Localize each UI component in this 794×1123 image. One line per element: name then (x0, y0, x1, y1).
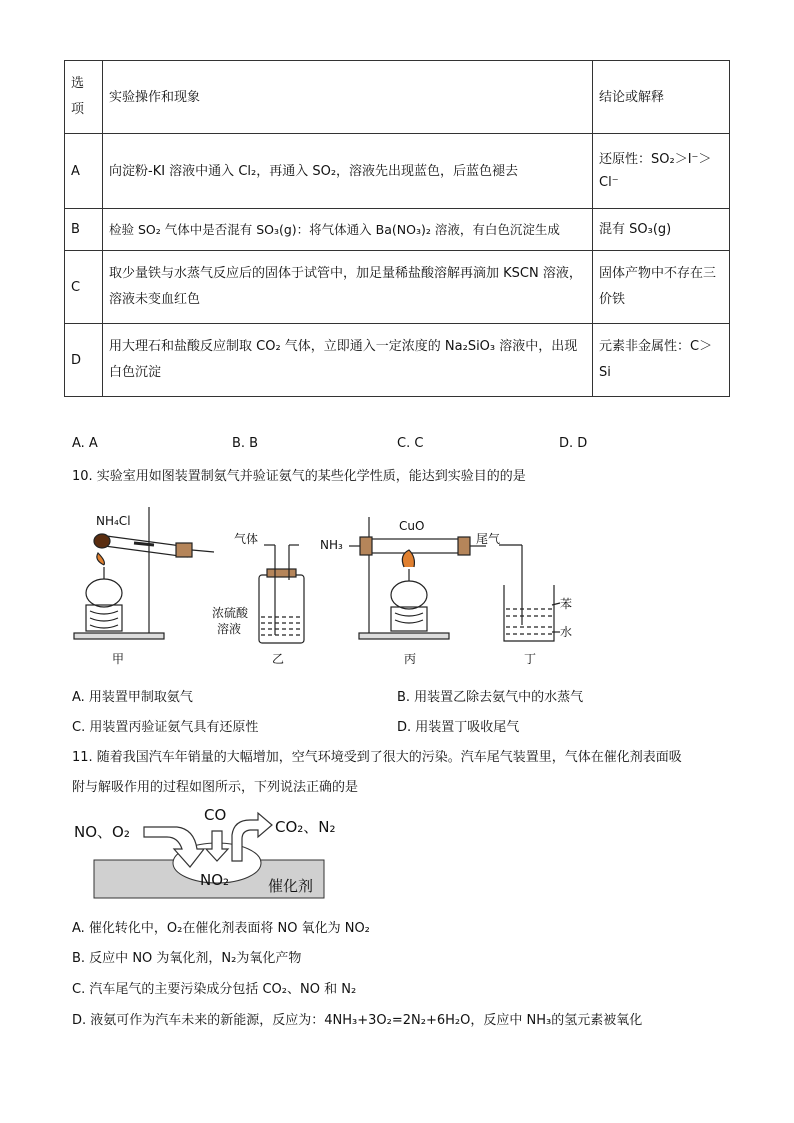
benzene-layer (506, 609, 552, 616)
table-header-row (65, 61, 730, 134)
row-conclusion: 还原性：SO₂＞I⁻＞Cl⁻ (593, 134, 730, 209)
test-tube (97, 535, 189, 557)
label-catalyst: 催化剂 (268, 877, 314, 895)
q11-option-a: A. 催化转化中，O₂在催化剂表面将 NO 氧化为 NO₂ (72, 921, 370, 936)
row-operation: 向淀粉-KI 溶液中通入 Cl₂，再通入 SO₂，溶液先出现蓝色，后蓝色褪去 (103, 134, 593, 209)
q10-option-b: B. 用装置乙除去氨气中的水蒸气 (397, 690, 584, 705)
bottle-stopper (267, 569, 296, 577)
row-conclusion: 混有 SO₃(g) (593, 209, 730, 251)
q11-stem-line2: 附与解吸作用的过程如图所示，下列说法正确的是 (72, 780, 359, 795)
wash-bottle (259, 575, 304, 643)
tube-stopper-right (458, 537, 470, 555)
label-no2: NO₂ (200, 871, 230, 889)
q9-option-a: A. A (72, 436, 98, 451)
q9-option-c: C. C (397, 436, 424, 451)
label-water: 水 (560, 625, 573, 639)
wood-grain (90, 611, 118, 628)
q11-option-d: D. 液氨可作为汽车未来的新能源，反应为：4NH₃+3O₂=2N₂+6H₂O，反应中 NH₃的氢元素被氧化 (72, 1013, 643, 1028)
q9-option-d: D. D (559, 436, 588, 451)
clamp (134, 543, 154, 545)
q9-option-b: B. B (232, 436, 259, 451)
q11-catalyst-figure (72, 805, 362, 900)
row-operation: 取少量铁与水蒸气反应后的固体于试管中，加足量稀盐酸溶解再滴加 KSCN 溶液，溶液未变血红色 (103, 251, 593, 324)
tube-stopper-left (360, 537, 372, 555)
experiment-table (64, 60, 730, 397)
header-conclusion: 结论或解释 (593, 61, 730, 134)
label-conc-acid-2: 溶液 (217, 622, 242, 636)
label-benzene: 苯 (560, 597, 573, 611)
label-cuo: CuO (399, 519, 425, 533)
q10-option-d: D. 用装置丁吸收尾气 (397, 720, 520, 735)
stand-base (74, 633, 164, 639)
label-out: CO₂、N₂ (275, 818, 336, 836)
row-option: C (65, 251, 103, 324)
q11-option-b: B. 反应中 NO 为氧化剂，N₂为氧化产物 (72, 951, 302, 966)
wood-grain-2 (395, 613, 423, 623)
label-co: CO (204, 806, 227, 824)
row-conclusion: 元素非金属性：C＞Si (593, 324, 730, 397)
label-in: NO、O₂ (74, 823, 130, 841)
row-operation: 用大理石和盐酸反应制取 CO₂ 气体，立即通入一定浓度的 Na₂SiO₃ 溶液中，出现白色沉淀 (103, 324, 593, 397)
stand-base-2 (359, 633, 449, 639)
label-yi: 乙 (272, 652, 285, 666)
nh4cl-solid (94, 534, 110, 548)
label-jia: 甲 (112, 652, 125, 666)
acid-liquid (261, 617, 302, 635)
alcohol-lamp (86, 579, 122, 607)
alcohol-lamp-2 (391, 581, 427, 609)
table-row (65, 209, 730, 251)
row-option: A (65, 134, 103, 209)
q10-apparatus-figure (64, 505, 604, 670)
label-tail-gas: 尾气 (476, 532, 501, 546)
label-nh4cl: NH₄Cl (96, 514, 131, 528)
row-conclusion: 固体产物中不存在三价铁 (593, 251, 730, 324)
header-operation: 实验操作和现象 (103, 61, 593, 134)
table-row (65, 324, 730, 397)
benzene-pointer (552, 603, 560, 605)
wood-block-2 (391, 607, 427, 631)
table-row (65, 251, 730, 324)
q11-stem-line1: 11. 随着我国汽车年销量的大幅增加，空气环境受到了很大的污染。汽车尾气装置里，气体在催化剂表面吸 (72, 750, 682, 765)
row-option: B (65, 209, 103, 251)
table-row (65, 134, 730, 209)
stopper (176, 543, 192, 557)
delivery-tube (192, 550, 214, 552)
q10-option-a: A. 用装置甲制取氨气 (72, 690, 193, 705)
header-option: 选 项 (65, 61, 103, 134)
row-option: D (65, 324, 103, 397)
row-operation: 检验 SO₂ 气体中是否混有 SO₃(g)：将气体通入 Ba(NO₃)₂ 溶液，有白色沉淀生成 (103, 209, 593, 251)
flame (97, 553, 105, 565)
label-conc-acid-1: 浓硫酸 (212, 606, 249, 620)
beaker (504, 585, 554, 641)
q11-option-c: C. 汽车尾气的主要污染成分包括 CO₂、NO 和 N₂ (72, 982, 357, 997)
q10-option-c: C. 用装置丙验证氨气具有还原性 (72, 720, 259, 735)
label-nh3: NH₃ (320, 538, 343, 552)
label-gas: 气体 (234, 532, 259, 546)
q10-stem: 10. 实验室用如图装置制氨气并验证氨气的某些化学性质，能达到实验目的的是 (72, 469, 526, 484)
reaction-tube (364, 539, 464, 553)
label-ding: 丁 (524, 652, 537, 666)
label-bing: 丙 (404, 652, 417, 666)
water-layer (506, 627, 552, 634)
